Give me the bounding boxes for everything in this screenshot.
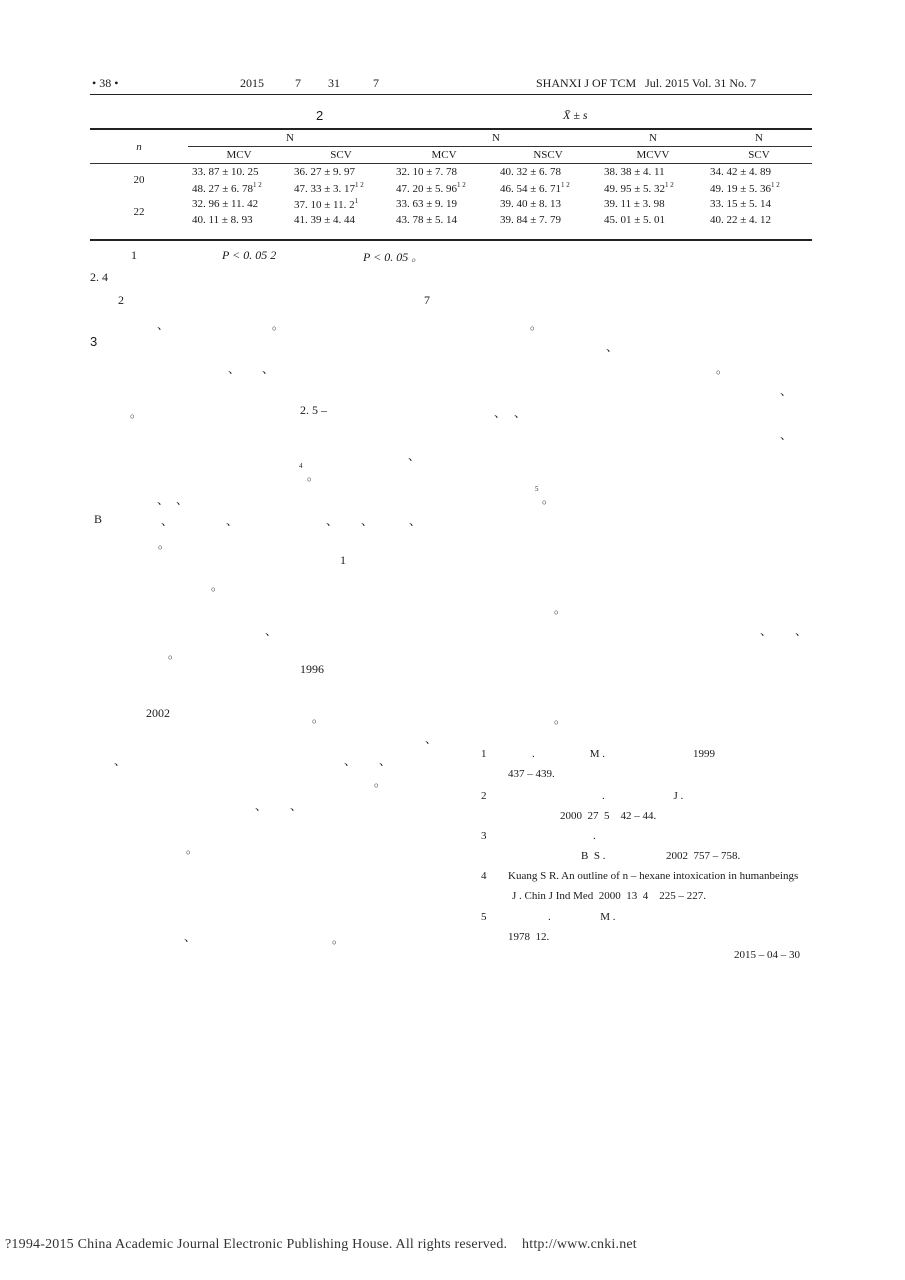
table-row <box>90 196 812 212</box>
punct: 、 <box>514 406 527 420</box>
sub-header: NSCV <box>533 149 563 161</box>
cell: 47. 20 ± 5. 96 <box>396 183 458 195</box>
cell: 36. 27 ± 9. 97 <box>294 166 356 178</box>
section-3: 3 <box>90 334 98 349</box>
ref-line: Kuang S R. An outline of n – hexane intoxication in humanbeings <box>508 870 799 882</box>
header-issue: 7 <box>373 76 379 90</box>
citation-sup-5: 5 <box>535 485 539 493</box>
table-note-number: 1 <box>131 248 137 262</box>
punct: 、 <box>326 514 339 528</box>
data-table <box>90 130 812 228</box>
ref-number: 5 <box>481 911 487 923</box>
n-column-header: n <box>136 140 142 153</box>
ref-line: J . Chin J Ind Med 2000 13 4 225 – 227. <box>512 890 707 902</box>
cell: 49. 95 ± 5. 32 <box>604 183 666 195</box>
group-header: N <box>600 130 706 147</box>
header-rule <box>90 94 812 95</box>
cell-superscript: 1 2 <box>771 181 780 189</box>
body-fragment: 1 <box>340 553 346 567</box>
cell: 43. 78 ± 5. 14 <box>396 214 458 226</box>
punct: 、 <box>494 406 507 420</box>
cell: 46. 54 ± 6. 71 <box>500 183 562 195</box>
cell: 34. 42 ± 4. 89 <box>710 166 772 178</box>
row-n: 20 <box>90 164 188 197</box>
punct: 。 <box>312 711 325 725</box>
ref-line: 1978 12. <box>508 931 550 943</box>
punct: 、 <box>780 428 793 442</box>
sub-header: MCV <box>226 149 252 161</box>
cell: 37. 10 ± 11. 2 <box>294 199 355 211</box>
table-row <box>90 212 812 228</box>
cell: 38. 38 ± 4. 11 <box>604 166 665 178</box>
row-n: 22 <box>133 206 145 218</box>
table-row <box>90 164 812 181</box>
ref-number: 1 <box>481 748 487 760</box>
body-fragment: 2 <box>118 293 124 307</box>
table-number: 2 <box>316 108 324 123</box>
punct: 、 <box>606 340 619 354</box>
body-fragment: 2002 <box>146 706 170 720</box>
punct: 。 <box>332 932 345 946</box>
punct: 、 <box>344 754 357 768</box>
group-header: N <box>188 130 392 147</box>
cell-superscript: 1 2 <box>561 181 570 189</box>
punct: 。 <box>374 775 387 789</box>
citation-sup-4: 4 <box>299 462 303 470</box>
ref-line: . J . <box>602 790 684 802</box>
cell-superscript: 1 2 <box>457 181 466 189</box>
body-fragment: 1996 <box>300 662 324 676</box>
body-fragment: B <box>94 512 103 526</box>
header-journal: SHANXI J OF TCM Jul. 2015 Vol. 31 No. 7 <box>536 76 757 90</box>
punct: 、 <box>157 493 170 507</box>
sub-header: SCV <box>330 149 352 161</box>
cell: 32. 96 ± 11. 42 <box>192 198 259 210</box>
cell: 39. 84 ± 7. 79 <box>500 214 562 226</box>
punct: 。 <box>554 602 567 616</box>
cell: 39. 11 ± 3. 98 <box>604 198 665 210</box>
copyright-footer: ?1994-2015 China Academic Journal Electronic Publishing House. All rights reserved. http://www.cnki.net <box>5 1237 637 1252</box>
cell: 41. 39 ± 4. 44 <box>294 214 356 226</box>
cell: 33. 87 ± 10. 25 <box>192 166 259 178</box>
punct: 、 <box>408 449 421 463</box>
punct: 、 <box>114 754 127 768</box>
ref-line: 2000 27 5 42 – 44. <box>560 810 657 822</box>
table-note-p1: P < 0. 05 2 <box>222 248 277 262</box>
punct: 。 <box>186 842 199 856</box>
ref-number: 3 <box>481 830 487 842</box>
punct: 。 <box>158 537 171 551</box>
punct: 。 <box>272 318 285 332</box>
ref-line: . M . <box>548 911 616 923</box>
punct: 、 <box>379 754 392 768</box>
punct: 、 <box>161 514 174 528</box>
sub-header: MCV <box>431 149 457 161</box>
section-2-4: 2. 4 <box>90 270 108 284</box>
group-header: N <box>392 130 600 147</box>
punct: 、 <box>795 624 808 638</box>
cell: 33. 63 ± 9. 19 <box>396 198 458 210</box>
cell: 39. 40 ± 8. 13 <box>500 198 562 210</box>
ref-line: . <box>593 830 596 842</box>
punct: 。 <box>554 712 567 726</box>
punct: 。 <box>168 647 181 661</box>
ref-number: 2 <box>481 790 487 802</box>
cell: 40. 11 ± 8. 93 <box>192 214 253 226</box>
header-month: 7 <box>295 76 301 90</box>
sub-header: MCVV <box>636 149 670 161</box>
ref-number: 4 <box>481 870 487 882</box>
punct: 、 <box>361 514 374 528</box>
ref-line: B S . 2002 757 – 758. <box>581 850 741 862</box>
body-fragment: 7 <box>424 293 430 307</box>
punct: 、 <box>780 384 793 398</box>
punct: 、 <box>228 362 241 376</box>
table-bottom-rule <box>90 239 812 241</box>
punct: 。 <box>716 362 729 376</box>
punct: 。 <box>211 579 224 593</box>
punct: 、 <box>262 362 275 376</box>
punct: 、 <box>265 624 278 638</box>
cell-superscript: 1 <box>354 197 359 205</box>
table-row <box>90 180 812 196</box>
punct: 、 <box>409 514 422 528</box>
punct: 、 <box>226 514 239 528</box>
punct: 、 <box>157 318 170 332</box>
punct: 。 <box>307 469 320 483</box>
page-number: • 38 • <box>92 76 119 90</box>
punct: 。 <box>542 492 555 506</box>
cell: 40. 22 ± 4. 12 <box>710 214 772 226</box>
cell-superscript: 1 2 <box>253 181 262 189</box>
ref-line: . M . 1999 <box>532 748 716 760</box>
punct: 。 <box>130 406 143 420</box>
cell-superscript: 1 2 <box>665 181 674 189</box>
table-note-p2: P < 0. 05 。 <box>363 250 424 264</box>
header-year: 2015 <box>240 76 264 90</box>
ref-line: 437 – 439. <box>508 768 555 780</box>
punct: 、 <box>184 930 197 944</box>
cell: 32. 10 ± 7. 78 <box>396 166 458 178</box>
punct: 、 <box>255 799 268 813</box>
cell-superscript: 1 2 <box>355 181 364 189</box>
cell: 49. 19 ± 5. 36 <box>710 183 772 195</box>
group-header: N <box>706 130 812 147</box>
cell: 33. 15 ± 5. 14 <box>710 198 772 210</box>
punct: 、 <box>760 624 773 638</box>
punct: 、 <box>176 493 189 507</box>
cell: 47. 33 ± 3. 17 <box>294 183 356 195</box>
table-stat-label: X̄ ± s <box>563 108 588 122</box>
punct: 。 <box>530 318 543 332</box>
header-volume: 31 <box>328 76 340 90</box>
cell: 45. 01 ± 5. 01 <box>604 214 666 226</box>
cell: 48. 27 ± 6. 78 <box>192 183 254 195</box>
sub-header: SCV <box>748 149 770 161</box>
punct: 、 <box>425 732 438 746</box>
punct: 、 <box>290 799 303 813</box>
section-2-5: 2. 5 – <box>300 403 327 417</box>
cell: 40. 32 ± 6. 78 <box>500 166 562 178</box>
received-date: 2015 – 04 – 30 <box>734 949 800 961</box>
